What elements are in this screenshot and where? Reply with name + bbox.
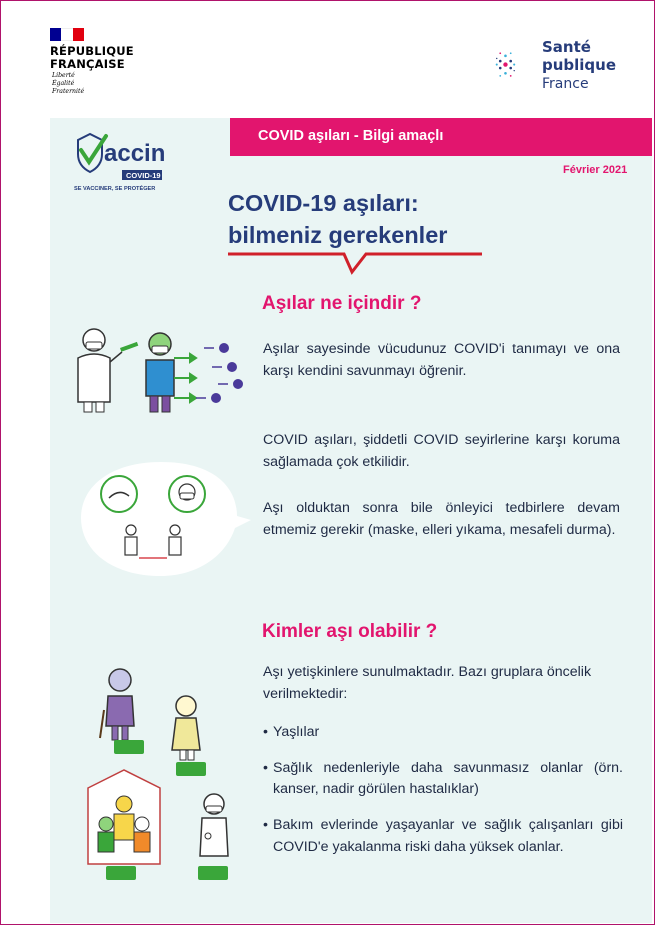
republic-line2: FRANÇAISE [50,57,125,71]
motto-liberte: Liberté [52,72,75,79]
spf-line3: France [542,76,589,92]
priority-list [263,722,623,859]
sante-publique-dots-icon [495,30,543,100]
vaccin-badge: COVID-19 [126,171,161,180]
section2-heading: Kimler aşı olabilir ? [262,621,438,642]
section1-p3: Aşı olduktan sonra bile önleyici tedbirlere devam etmemiz gerekir (maske, elleri yıkama, mesafeli durma). [263,500,620,538]
list-item: • Yaşlılar [263,722,623,744]
band-text: COVID aşıları - Bilgi amaçlı [258,128,444,144]
spf-line2: publique [542,56,617,74]
priority-groups-illustration [84,660,256,890]
marianne-flag-icon [50,28,84,41]
motto-fraternite: Fraternité [52,88,85,95]
doctor-vaccinating-illustration [62,322,252,422]
motto-egalite: Égalité [52,80,75,87]
list-item: • Sağlık nedenleriyle daha savunmasız olanlar (örn. kanser, nadir görülen hastalıklar) [263,758,623,801]
speech-underline-icon [226,248,486,278]
section2-intro: Aşı yetişkinlere sunulmaktadır. Bazı gruplara öncelik verilmektedir: [263,664,592,702]
vaccin-tagline: SE VACCINER, SE PROTÉGER [74,186,156,192]
republic-line1: RÉPUBLIQUE [50,44,134,58]
section1-heading: Aşılar ne içindir ? [262,293,422,314]
section1-p2: COVID aşıları, şiddetli COVID seyirlerine karşı koruma sağlamada çok etkilidir. [263,432,620,470]
list-item: • Bakım evlerinde yaşayanlar ve sağlık çalışanları gibi COVID'e yakalanma riski daha yüksek olanlar. [263,815,623,858]
vaccin-word: accin [104,140,166,167]
title-line1: COVID-19 aşıları: [228,190,419,216]
barrier-gestures-bubble [75,458,253,582]
spf-line1: Santé [542,38,591,56]
date: Février 2021 [563,164,628,176]
section1-p1: Aşılar sayesinde vücudunuz COVID'i tanımayı ve ona karşı kendini savunmayı öğrenir. [263,341,620,379]
title-line2: bilmeniz gerekenler [228,222,448,248]
